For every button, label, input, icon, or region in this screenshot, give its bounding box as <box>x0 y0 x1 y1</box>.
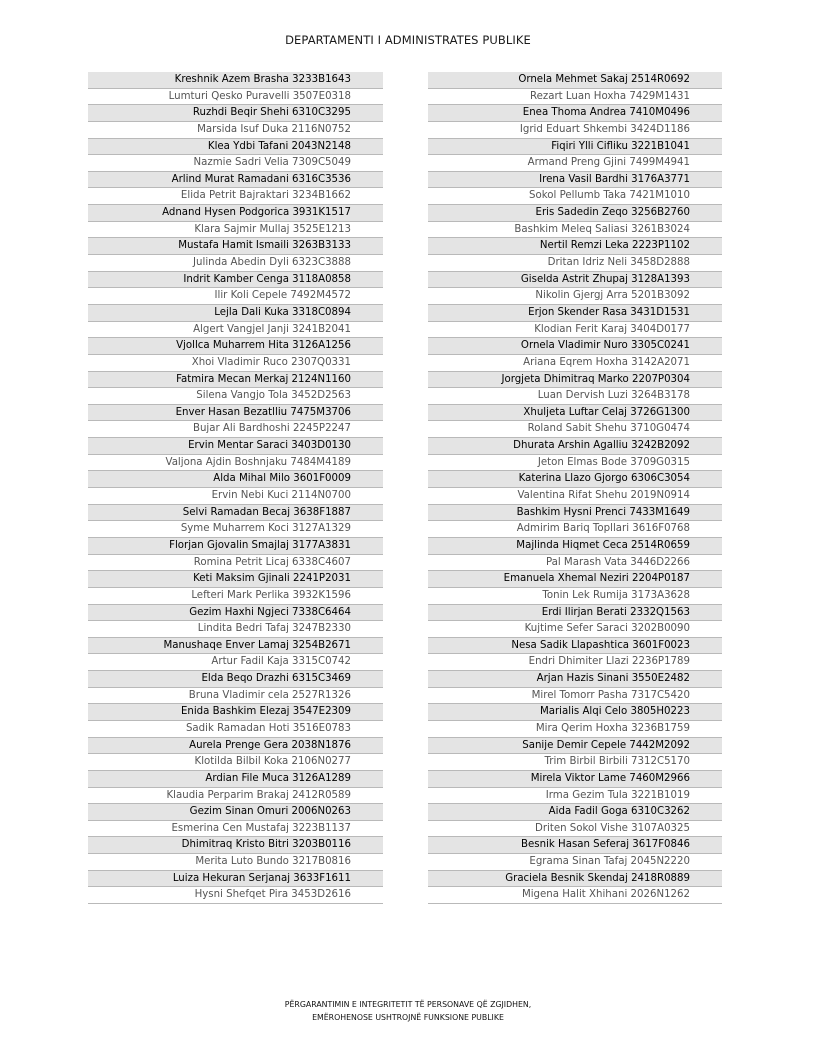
list-item: Indrit Kamber Cenga 3118A0858 <box>88 272 383 289</box>
list-item: Armand Preng Gjini 7499M4941 <box>428 155 722 172</box>
list-item: Arjan Hazis Sinani 3550E2482 <box>428 671 722 688</box>
list-item: Sanije Demir Cepele 7442M2092 <box>428 738 722 755</box>
list-item: Graciela Besnik Skendaj 2418R0889 <box>428 871 722 888</box>
list-item: Emanuela Xhemal Neziri 2204P0187 <box>428 571 722 588</box>
list-item: Pal Marash Vata 3446D2266 <box>428 555 722 572</box>
list-item: Katerina Llazo Gjorgo 6306C3054 <box>428 471 722 488</box>
list-item: Ornela Mehmet Sakaj 2514R0692 <box>428 72 722 89</box>
list-item: Admirim Bariq Topllari 3616F0768 <box>428 521 722 538</box>
list-item: Igrid Eduart Shkembi 3424D1186 <box>428 122 722 139</box>
list-item: Klaudia Perparim Brakaj 2412R0589 <box>88 788 383 805</box>
list-item: Ervin Mentar Saraci 3403D0130 <box>88 438 383 455</box>
list-item: Ariana Eqrem Hoxha 3142A2071 <box>428 355 722 372</box>
list-item: Nertil Remzi Leka 2223P1102 <box>428 238 722 255</box>
list-item: Luan Dervish Luzi 3264B3178 <box>428 388 722 405</box>
list-item: Nesa Sadik Llapashtica 3601F0023 <box>428 638 722 655</box>
list-item: Syme Muharrem Koci 3127A1329 <box>88 521 383 538</box>
list-item: Marsida Isuf Duka 2116N0752 <box>88 122 383 139</box>
list-item: Mirela Viktor Lame 7460M2966 <box>428 771 722 788</box>
list-item: Adnand Hysen Podgorica 3931K1517 <box>88 205 383 222</box>
list-item: Valjona Ajdin Boshnjaku 7484M4189 <box>88 455 383 472</box>
footer-line-1: PËRGARANTIMIN E INTEGRITETIT TË PERSONAVE QË ZGJIDHEN, <box>284 1000 532 1009</box>
right-name-list <box>428 72 722 904</box>
list-item: Lumturi Qesko Puravelli 3507E0318 <box>88 89 383 106</box>
list-item: Driten Sokol Vishe 3107A0325 <box>428 821 722 838</box>
list-item: Elda Beqo Drazhi 6315C3469 <box>88 671 383 688</box>
list-item: Bujar Ali Bardhoshi 2245P2247 <box>88 421 383 438</box>
list-item: Lejla Dali Kuka 3318C0894 <box>88 305 383 322</box>
list-item: Elida Petrit Bajraktari 3234B1662 <box>88 188 383 205</box>
list-item: Merita Luto Bundo 3217B0816 <box>88 854 383 871</box>
list-item: Mirel Tomorr Pasha 7317C5420 <box>428 688 722 705</box>
list-item: Ilir Koli Cepele 7492M4572 <box>88 288 383 305</box>
list-item: Erjon Skender Rasa 3431D1531 <box>428 305 722 322</box>
list-item: Dritan Idriz Neli 3458D2888 <box>428 255 722 272</box>
list-item: Nikolin Gjergj Arra 5201B3092 <box>428 288 722 305</box>
list-item: Sokol Pellumb Taka 7421M1010 <box>428 188 722 205</box>
list-item: Klodian Ferit Karaj 3404D0177 <box>428 322 722 339</box>
list-item: Esmerina Cen Mustafaj 3223B1137 <box>88 821 383 838</box>
list-item: Jeton Elmas Bode 3709G0315 <box>428 455 722 472</box>
list-item: Fiqiri Ylli Cifliku 3221B1041 <box>428 139 722 156</box>
list-item: Endri Dhimiter Llazi 2236P1789 <box>428 654 722 671</box>
list-item: Mira Qerim Hoxha 3236B1759 <box>428 721 722 738</box>
list-item: Sadik Ramadan Hoti 3516E0783 <box>88 721 383 738</box>
list-item: Dhurata Arshin Agalliu 3242B2092 <box>428 438 722 455</box>
list-item: Egrama Sinan Tafaj 2045N2220 <box>428 854 722 871</box>
list-item: Kujtime Sefer Saraci 3202B0090 <box>428 621 722 638</box>
list-item: Roland Sabit Shehu 3710G0474 <box>428 421 722 438</box>
list-item: Eris Sadedin Zeqo 3256B2760 <box>428 205 722 222</box>
list-item: Alda Mihal Milo 3601F0009 <box>88 471 383 488</box>
list-item: Florjan Gjovalin Smajlaj 3177A3831 <box>88 538 383 555</box>
list-item: Erdi Ilirjan Berati 2332Q1563 <box>428 605 722 622</box>
list-item: Julinda Abedin Dyli 6323C3888 <box>88 255 383 272</box>
list-item: Romina Petrit Licaj 6338C4607 <box>88 555 383 572</box>
list-item: Ornela Vladimir Nuro 3305C0241 <box>428 338 722 355</box>
list-item: Arlind Murat Ramadani 6316C3536 <box>88 172 383 189</box>
list-item: Nazmie Sadri Velia 7309C5049 <box>88 155 383 172</box>
list-item: Bashkim Hysni Prenci 7433M1649 <box>428 505 722 522</box>
left-name-list <box>88 72 383 904</box>
list-item: Giselda Astrit Zhupaj 3128A1393 <box>428 272 722 289</box>
list-item: Luiza Hekuran Serjanaj 3633F1611 <box>88 871 383 888</box>
list-item: Klea Ydbi Tafani 2043N2148 <box>88 139 383 156</box>
list-item: Lefteri Mark Perlika 3932K1596 <box>88 588 383 605</box>
list-item: Majlinda Hiqmet Ceca 2514R0659 <box>428 538 722 555</box>
footer-line-2: EMËROHENOSE USHTROJNË FUNKSIONE PUBLIKE <box>312 1013 504 1022</box>
list-item: Artur Fadil Kaja 3315C0742 <box>88 654 383 671</box>
list-item: Ardian File Muca 3126A1289 <box>88 771 383 788</box>
list-item: Dhimitraq Kristo Bitri 3203B0116 <box>88 837 383 854</box>
list-item: Xhuljeta Luftar Celaj 3726G1300 <box>428 405 722 422</box>
list-item: Aida Fadil Goga 6310C3262 <box>428 804 722 821</box>
list-item: Fatmira Mecan Merkaj 2124N1160 <box>88 372 383 389</box>
list-item: Kreshnik Azem Brasha 3233B1643 <box>88 72 383 89</box>
list-item: Aurela Prenge Gera 2038N1876 <box>88 738 383 755</box>
list-item: Tonin Lek Rumija 3173A3628 <box>428 588 722 605</box>
list-item: Valentina Rifat Shehu 2019N0914 <box>428 488 722 505</box>
list-item: Ruzhdi Beqir Shehi 6310C3295 <box>88 105 383 122</box>
list-item: Trim Birbil Birbili 7312C5170 <box>428 754 722 771</box>
list-item: Klotilda Bilbil Koka 2106N0277 <box>88 754 383 771</box>
list-item: Irena Vasil Bardhi 3176A3771 <box>428 172 722 189</box>
list-item: Jorgjeta Dhimitraq Marko 2207P0304 <box>428 372 722 389</box>
list-item: Mustafa Hamit Ismaili 3263B3133 <box>88 238 383 255</box>
list-item: Ervin Nebi Kuci 2114N0700 <box>88 488 383 505</box>
list-item: Marialis Alqi Celo 3805H0223 <box>428 704 722 721</box>
list-item: Algert Vangjel Janji 3241B2041 <box>88 322 383 339</box>
list-item: Gezim Sinan Omuri 2006N0263 <box>88 804 383 821</box>
list-item: Silena Vangjo Tola 3452D2563 <box>88 388 383 405</box>
list-item: Selvi Ramadan Becaj 3638F1887 <box>88 505 383 522</box>
list-item: Besnik Hasan Seferaj 3617F0846 <box>428 837 722 854</box>
list-item: Bruna Vladimir cela 2527R1326 <box>88 688 383 705</box>
list-item: Vjollca Muharrem Hita 3126A1256 <box>88 338 383 355</box>
list-item: Enida Bashkim Elezaj 3547E2309 <box>88 704 383 721</box>
list-item: Gezim Haxhi Ngjeci 7338C6464 <box>88 605 383 622</box>
footer <box>0 998 816 1024</box>
page-title: DEPARTAMENTI I ADMINISTRATES PUBLIKE <box>285 33 531 47</box>
list-item: Rezart Luan Hoxha 7429M1431 <box>428 89 722 106</box>
list-item: Klara Sajmir Mullaj 3525E1213 <box>88 222 383 239</box>
list-item: Enea Thoma Andrea 7410M0496 <box>428 105 722 122</box>
list-item: Lindita Bedri Tafaj 3247B2330 <box>88 621 383 638</box>
list-item: Manushaqe Enver Lamaj 3254B2671 <box>88 638 383 655</box>
list-item: Enver Hasan Bezatlliu 7475M3706 <box>88 405 383 422</box>
list-item: Hysni Shefqet Pira 3453D2616 <box>88 887 383 904</box>
list-item: Xhoi Vladimir Ruco 2307Q0331 <box>88 355 383 372</box>
list-item: Bashkim Meleq Saliasi 3261B3024 <box>428 222 722 239</box>
list-item: Migena Halit Xhihani 2026N1262 <box>428 887 722 904</box>
list-item: Irma Gezim Tula 3221B1019 <box>428 788 722 805</box>
list-item: Keti Maksim Gjinali 2241P2031 <box>88 571 383 588</box>
